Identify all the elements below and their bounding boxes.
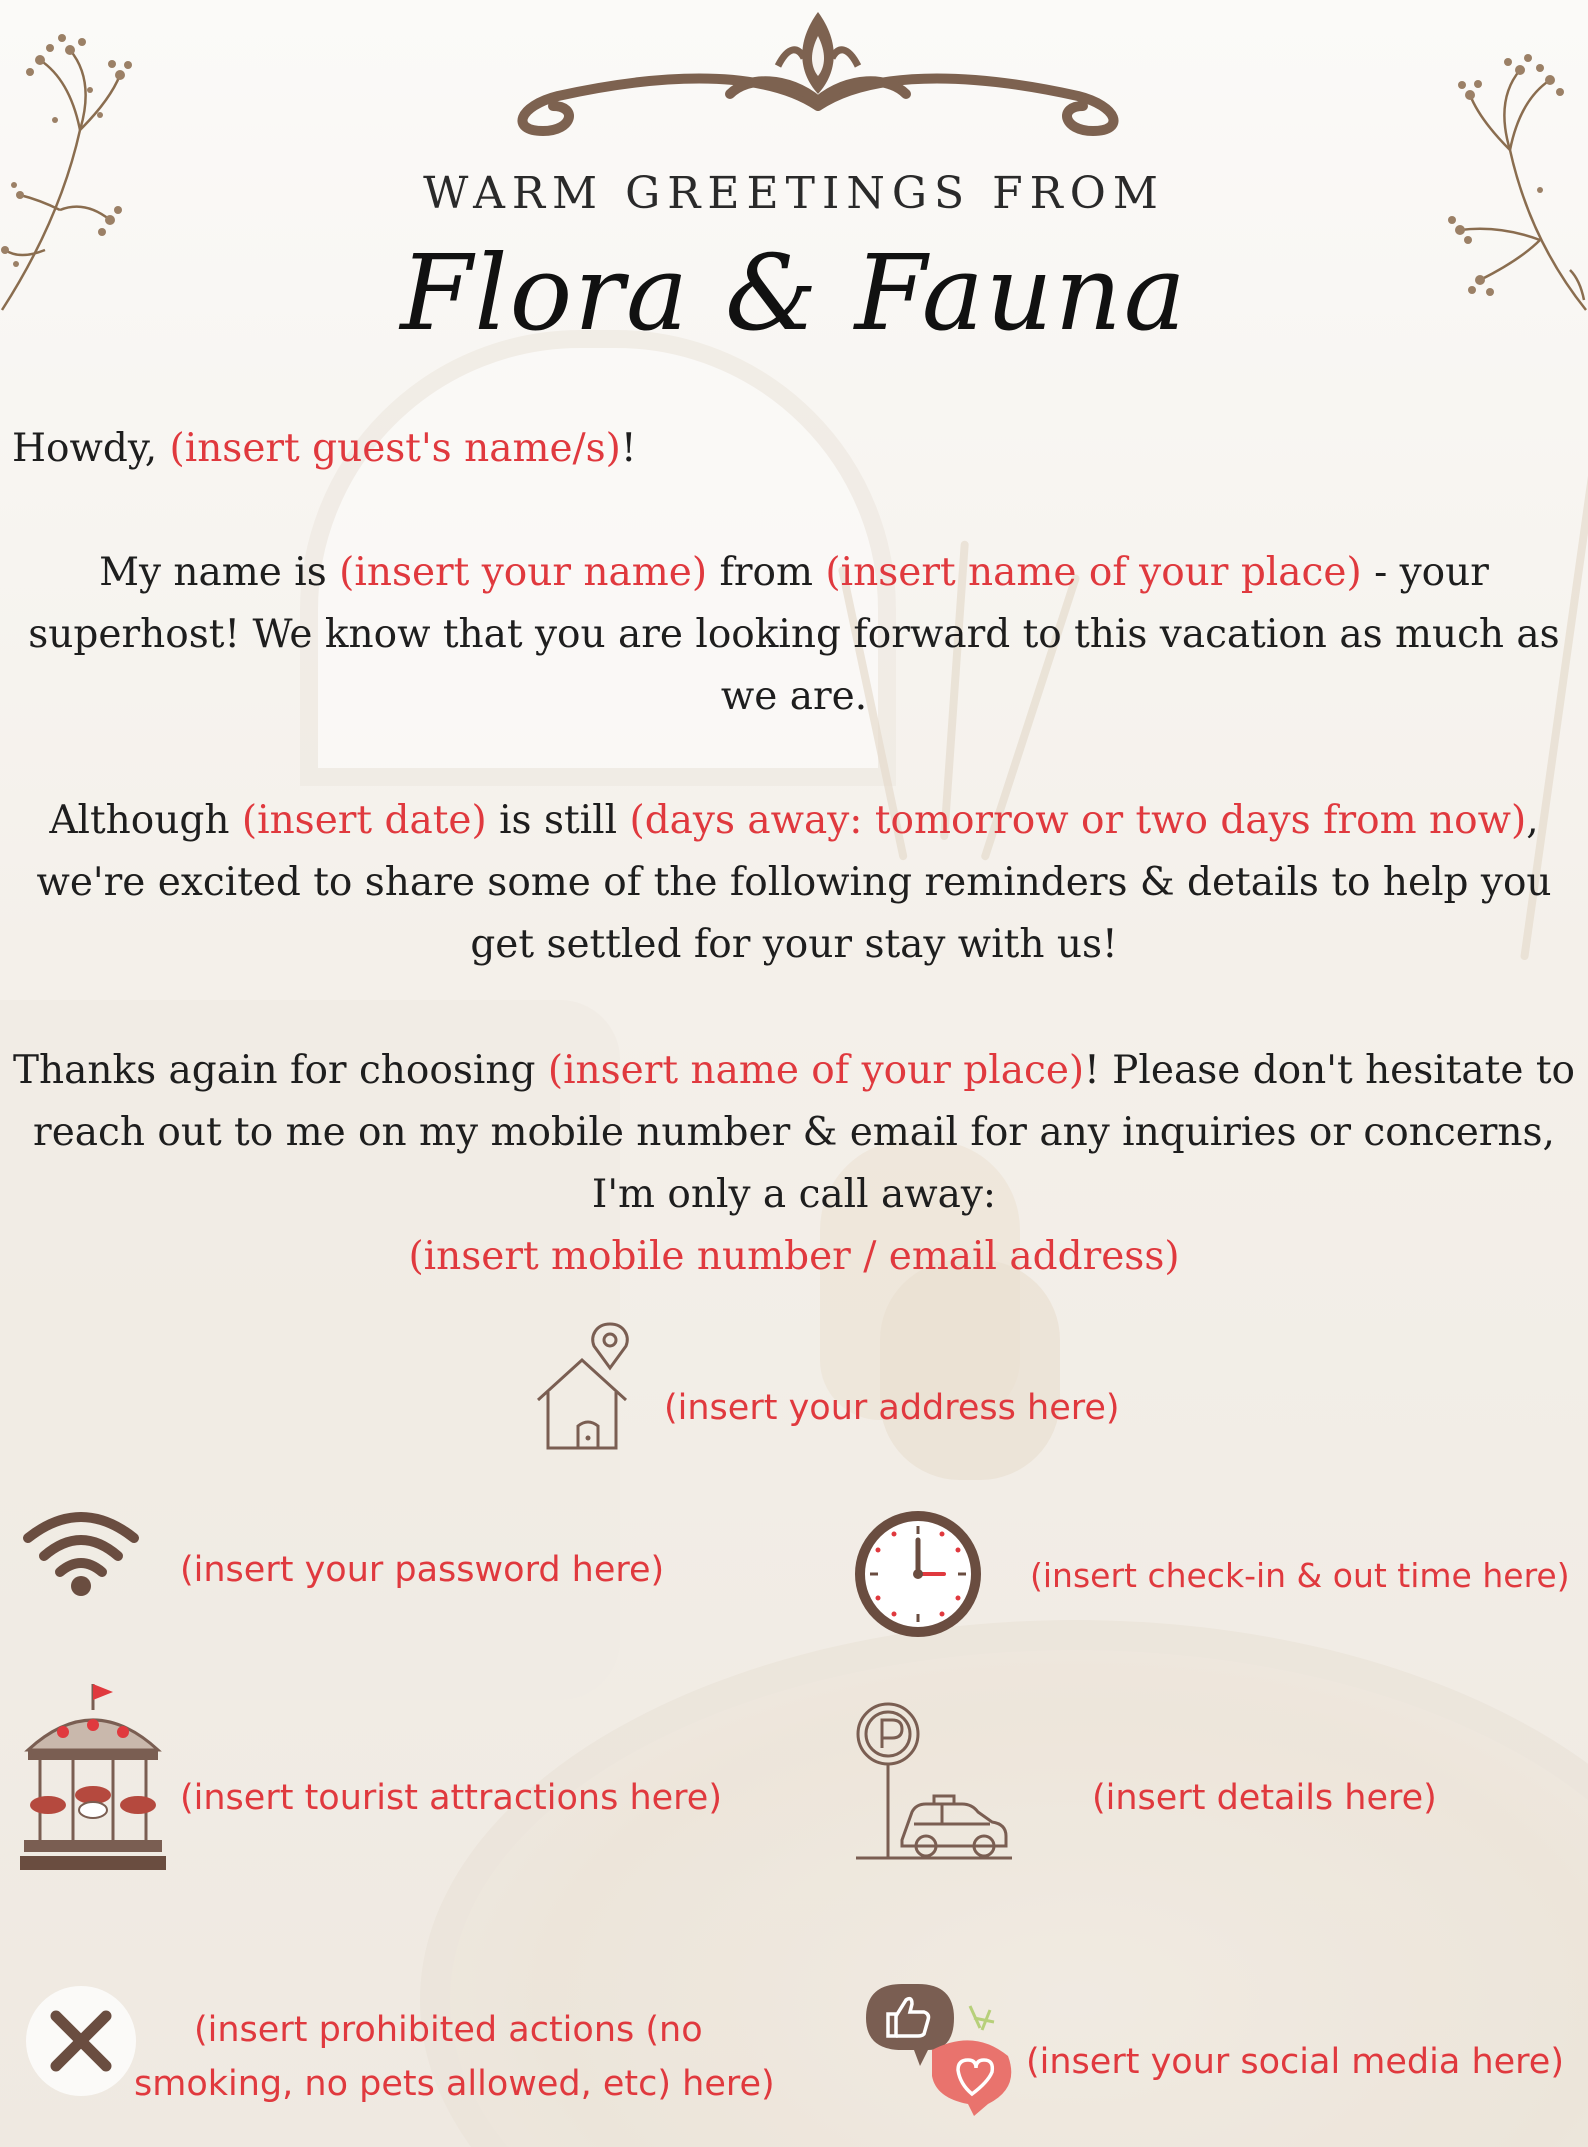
contact-paragraph: Thanks again for choosing (insert name of your place)! Please don't hesitate to reach out to me on my mobile number & email for any inquiries or concerns, I'm only a call away: (insert mobile number / email address) <box>10 1040 1578 1288</box>
ornament-flourish <box>498 6 1138 146</box>
place-name-placeholder-2: (insert name of your place) <box>547 1048 1085 1093</box>
address-placeholder: (insert your address here) <box>664 1388 1120 1428</box>
house-location-icon <box>532 1320 642 1452</box>
salutation <box>12 418 1588 480</box>
checkin-time-placeholder: (insert check-in & out time here) <box>1030 1556 1570 1595</box>
place-name-placeholder: (insert name of your place) <box>825 550 1362 595</box>
wifi-icon <box>22 1508 140 1598</box>
clock-icon <box>854 1510 982 1638</box>
prohibited-actions-placeholder-line2: smoking, no pets allowed, etc) here) <box>134 2064 775 2104</box>
brand-name: Flora & Fauna <box>400 232 1188 354</box>
close-x-icon <box>26 1986 136 2096</box>
intro-paragraph: My name is (insert your name) from (insert name of your place) - your superhost! We know that you are looking forward to this vacation as much as we are. <box>28 550 1560 719</box>
days-away-placeholder: (days away: tomorrow or two days from now) <box>629 798 1527 843</box>
carousel-icon <box>18 1680 168 1875</box>
greeting-title: WARM GREETINGS FROM <box>423 168 1165 219</box>
guest-name-placeholder: (insert guest's name/s) <box>169 426 621 471</box>
your-name-placeholder: (insert your name) <box>339 550 708 595</box>
date-placeholder: (insert date) <box>241 798 487 843</box>
salutation-end: ! <box>620 426 637 471</box>
social-like-heart-icon <box>862 1980 1022 2120</box>
reminder-paragraph: Although (insert date) is still (days away: tomorrow or two days from now), we're excited to share some of the following reminders & details to help you get settled for your stay with us! <box>36 798 1552 967</box>
wifi-password-placeholder: (insert your password here) <box>180 1550 665 1590</box>
tourist-attractions-placeholder: (insert tourist attractions here) <box>180 1778 722 1818</box>
salutation-text: Howdy, <box>12 426 170 471</box>
contact-placeholder: (insert mobile number / email address) <box>408 1234 1180 1279</box>
parking-icon <box>852 1700 1016 1862</box>
social-media-placeholder: (insert your social media here) <box>1026 2042 1564 2082</box>
prohibited-actions-placeholder-line1: (insert prohibited actions (no <box>194 2010 703 2050</box>
parking-details-placeholder: (insert details here) <box>1092 1778 1437 1818</box>
